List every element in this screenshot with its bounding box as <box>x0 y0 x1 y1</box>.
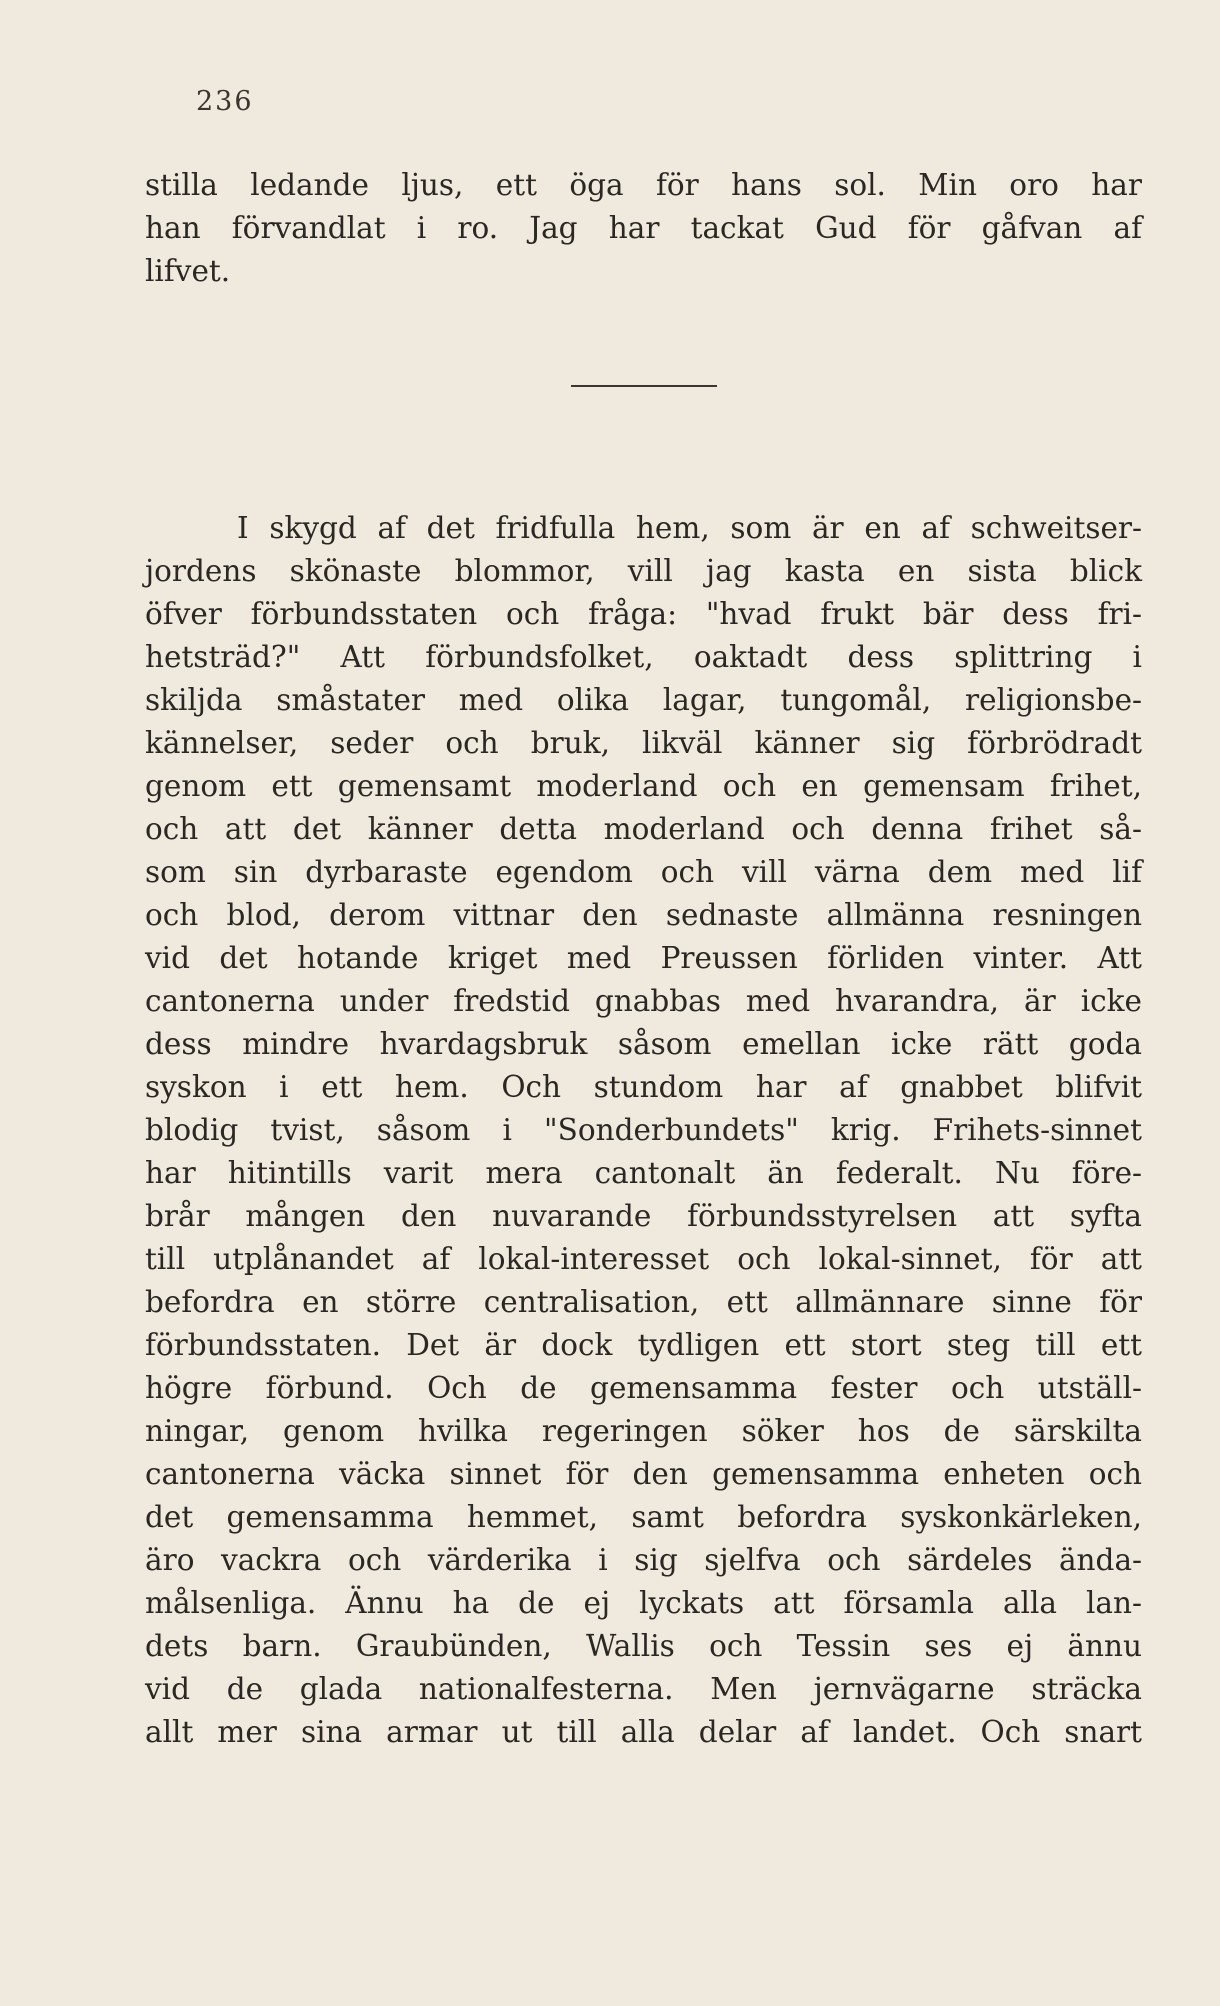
text-line: ningar, genom hvilka regeringen söker hos de särskilta <box>145 1414 1142 1448</box>
page-number: 236 <box>196 86 254 117</box>
text-line: vid de glada nationalfesterna. Men jernvägarne sträcka <box>145 1672 1142 1706</box>
section-separator <box>571 385 717 387</box>
text-line: har hitintills varit mera cantonalt än federalt. Nu före- <box>145 1156 1142 1190</box>
text-line: allt mer sina armar ut till alla delar af landet. Och snart <box>145 1715 1142 1749</box>
text-line: han förvandlat i ro. Jag har tackat Gud för gåfvan af <box>145 211 1142 245</box>
text-line: till utplånandet af lokal-interesset och lokal-sinnet, för att <box>145 1242 1142 1276</box>
text-line: kännelser, seder och bruk, likväl känner sig förbrödradt <box>145 726 1142 760</box>
text-line: syskon i ett hem. Och stundom har af gnabbet blifvit <box>145 1070 1142 1104</box>
text-line: hetsträd?" Att förbundsfolket, oaktadt dess splittring i <box>145 640 1142 674</box>
text-line: stilla ledande ljus, ett öga för hans sol. Min oro har <box>145 168 1142 202</box>
text-line: brår mången den nuvarande förbundsstyrelsen att syfta <box>145 1199 1142 1233</box>
text-line: blodig tvist, såsom i "Sonderbundets" krig. Frihets-sinnet <box>145 1113 1142 1147</box>
text-line: lifvet. <box>145 254 231 288</box>
text-line: förbundsstaten. Det är dock tydligen ett stort steg till ett <box>145 1328 1142 1362</box>
paragraph-2 <box>145 507 1142 1754</box>
text-line: befordra en större centralisation, ett allmännare sinne för <box>145 1285 1142 1319</box>
text-line: cantonerna under fredstid gnabbas med hvarandra, är icke <box>145 984 1142 1018</box>
text-line: som sin dyrbaraste egendom och vill värna dem med lif <box>145 855 1142 889</box>
text-line: dess mindre hvardagsbruk såsom emellan icke rätt goda <box>145 1027 1142 1061</box>
text-line: genom ett gemensamt moderland och en gemensam frihet, <box>145 769 1142 803</box>
text-line: skiljda småstater med olika lagar, tungomål, religionsbe- <box>145 683 1142 717</box>
text-line: öfver förbundsstaten och fråga: "hvad frukt bär dess fri- <box>145 597 1142 631</box>
text-line: målsenliga. Ännu ha de ej lyckats att församla alla lan- <box>145 1586 1142 1620</box>
text-line: och blod, derom vittnar den sednaste allmänna resningen <box>145 898 1142 932</box>
text-line: högre förbund. Och de gemensamma fester och utställ- <box>145 1371 1142 1405</box>
text-line: äro vackra och värderika i sig sjelfva och särdeles ända- <box>145 1543 1142 1577</box>
text-line: vid det hotande kriget med Preussen förliden vinter. Att <box>145 941 1142 975</box>
text-line: det gemensamma hemmet, samt befordra syskonkärleken, <box>145 1500 1142 1534</box>
text-line: dets barn. Graubünden, Wallis och Tessin ses ej ännu <box>145 1629 1142 1663</box>
text-line: I skygd af det fridfulla hem, som är en af schweitser- <box>237 511 1142 545</box>
text-line: jordens skönaste blommor, vill jag kasta en sista blick <box>145 554 1142 588</box>
text-line: cantonerna väcka sinnet för den gemensamma enheten och <box>145 1457 1142 1491</box>
text-line: och att det känner detta moderland och denna frihet så- <box>145 812 1142 846</box>
paragraph-1 <box>145 164 1142 293</box>
